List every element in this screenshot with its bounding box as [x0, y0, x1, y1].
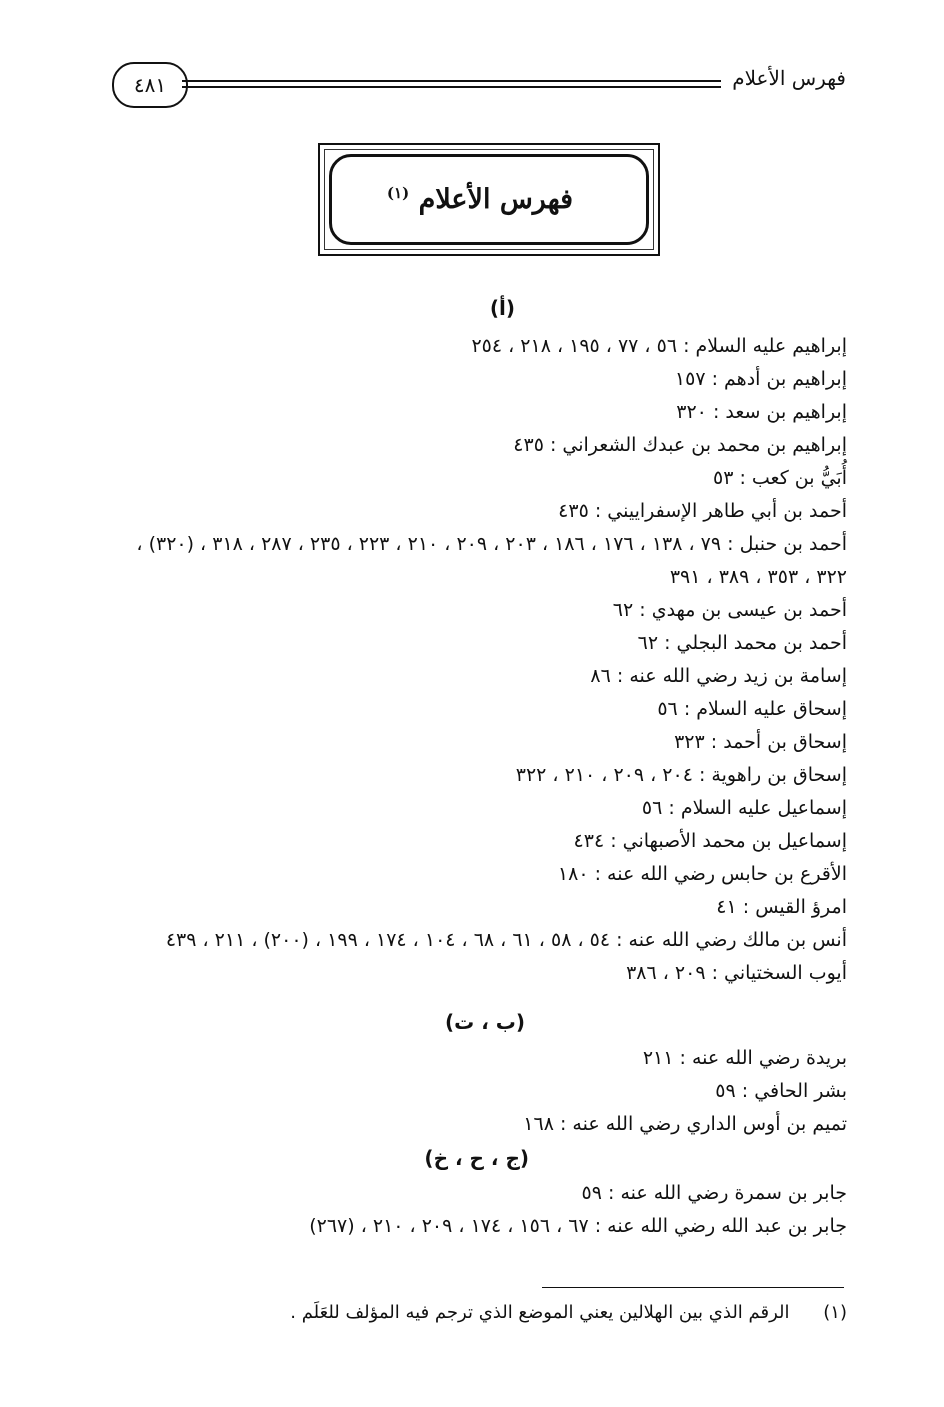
index-entry: إبراهيم بن أدهم : ١٥٧	[674, 368, 847, 390]
index-entry: بشر الحافي : ٥٩	[715, 1080, 847, 1102]
index-entry: امرؤ القيس : ٤١	[716, 896, 847, 918]
index-entry: إبراهيم بن محمد بن عبدك الشعراني : ٤٣٥	[513, 434, 847, 456]
index-title-frame	[318, 143, 660, 256]
index-entry: أيوب السختياني : ٢٠٩ ، ٣٨٦	[626, 962, 847, 984]
index-entry: إسماعيل بن محمد الأصبهاني : ٤٣٤	[573, 830, 847, 852]
index-title-footnote-mark: (١)	[386, 184, 410, 202]
index-entry: أحمد بن عيسى بن مهدي : ٦٢	[612, 599, 847, 621]
index-entry: بريدة رضي الله عنه : ٢١١	[642, 1047, 847, 1069]
section-heading-jim-ha-kha: (ج ، ح ، خ)	[424, 1146, 529, 1170]
index-entry: أحمد بن محمد البجلي : ٦٢	[637, 632, 847, 654]
footnote-text: الرقم الذي بين الهلالين يعني الموضع الذي ترجم فيه المؤلف للعَلَم .	[290, 1302, 790, 1323]
page-number: ٤٨١	[112, 62, 188, 108]
index-entry: إسحاق بن أحمد : ٣٢٣	[674, 731, 847, 753]
running-header-title: فهرس الأعلام	[732, 66, 846, 90]
index-entry: إبراهيم عليه السلام : ٥٦ ، ٧٧ ، ١٩٥ ، ٢١٨ ، ٢٥٤	[471, 335, 847, 357]
index-entry: إبراهيم بن سعد : ٣٢٠	[676, 401, 847, 423]
footnote	[147, 1302, 847, 1323]
footnote-rule	[542, 1287, 844, 1288]
index-title	[387, 184, 573, 215]
index-entry: الأقرع بن حابس رضي الله عنه : ١٨٠	[557, 863, 847, 885]
index-entry: تميم بن أوس الداري رضي الله عنه : ١٦٨	[523, 1113, 847, 1135]
index-entry: إسحاق بن راهوية : ٢٠٤ ، ٢٠٩ ، ٢١٠ ، ٣٢٢	[515, 764, 847, 786]
index-entry: جابر بن سمرة رضي الله عنه : ٥٩	[581, 1182, 847, 1204]
index-entry: إسامة بن زيد رضي الله عنه : ٨٦	[590, 665, 847, 687]
index-entry: إسماعيل عليه السلام : ٥٦	[641, 797, 847, 819]
index-entry: أحمد بن أبي طاهر الإسفراييني : ٤٣٥	[558, 500, 847, 522]
index-entry: أحمد بن حنبل : ٧٩ ، ١٣٨ ، ١٧٦ ، ١٨٦ ، ٢٠٣ ، ٢٠٩ ، ٢١٠ ، ٢٢٣ ، ٢٣٥ ، ٢٨٧ ، ٣١٨ ، (٣٢٠) ، ٣٢٢ ، ٣٥٣ ، ٣٨٩ ، ٣٩١	[136, 533, 847, 588]
running-header	[112, 62, 846, 110]
index-entry: أنس بن مالك رضي الله عنه : ٥٤ ، ٥٨ ، ٦١ ، ٦٨ ، ١٠٤ ، ١٧٤ ، ١٩٩ ، (٢٠٠) ، ٢١١ ، ٤٣٩	[165, 929, 847, 951]
index-title-inner-frame	[329, 154, 649, 245]
header-rule	[182, 80, 721, 88]
index-entry: إسحاق عليه السلام : ٥٦	[657, 698, 847, 720]
section-heading-ba-ta: (ب ، ت)	[445, 1010, 525, 1034]
index-entry: جابر بن عبد الله رضي الله عنه : ٦٧ ، ١٥٦ ، ١٧٤ ، ٢٠٩ ، ٢١٠ ، (٢٦٧)	[309, 1215, 847, 1237]
index-entry: أُبَيُّ بن كعب : ٥٣	[712, 467, 847, 489]
footnote-mark: (١)	[823, 1302, 847, 1323]
section-heading-alif: (أ)	[489, 296, 515, 320]
index-title-text: فهرس الأعلام	[418, 184, 574, 215]
